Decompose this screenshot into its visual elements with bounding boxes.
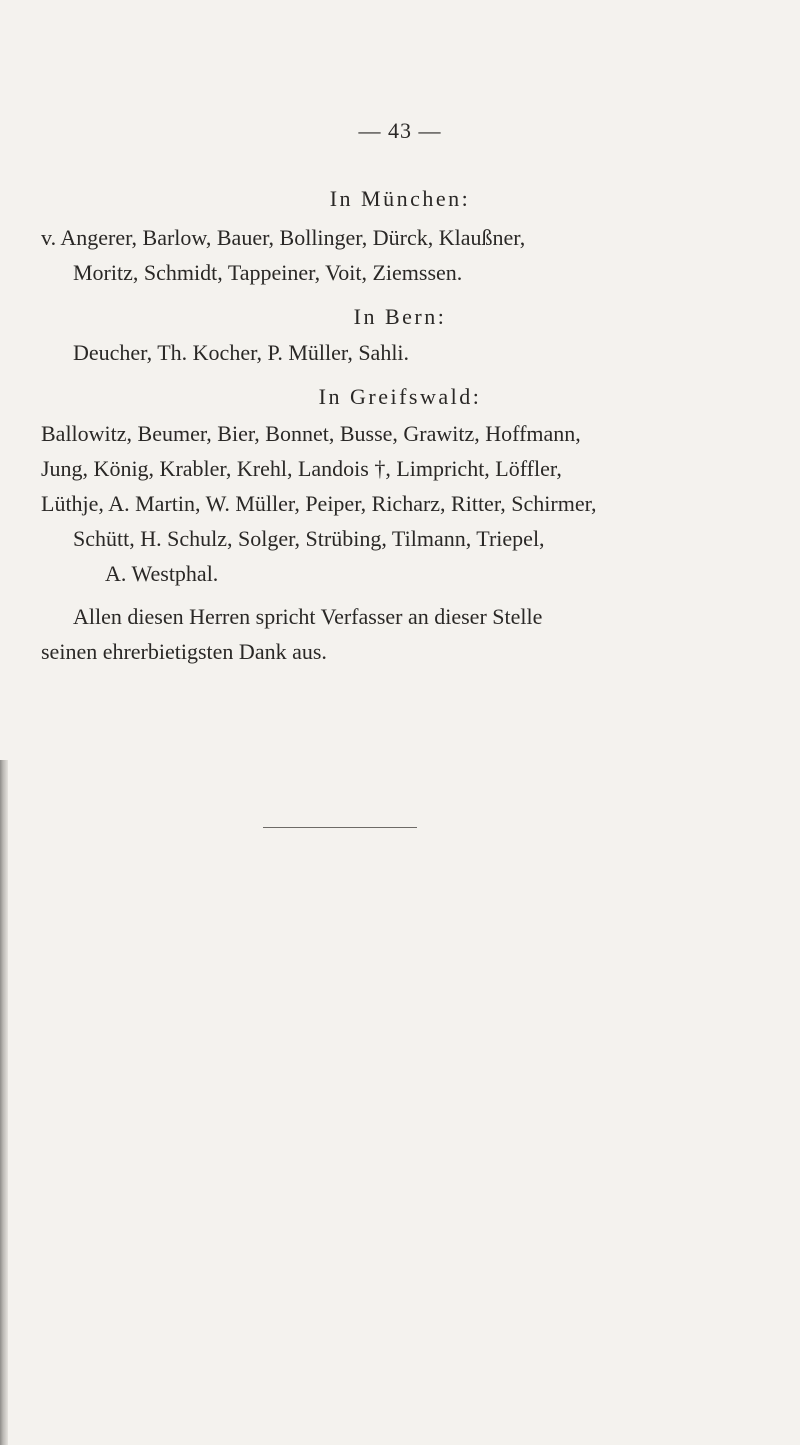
greifswald-names-line-1: Ballowitz, Beumer, Bier, Bonnet, Busse, Grawitz, Hoffmann, xyxy=(41,421,581,446)
closing-line-1: Allen diesen Herren spricht Verfasser an dieser Stelle xyxy=(73,604,543,629)
greifswald-names-line-4: Schütt, H. Schulz, Solger, Strübing, Tilmann, Triepel, xyxy=(73,526,545,551)
closing-line-2: seinen ehrerbietigsten Dank aus. xyxy=(41,639,327,664)
binding-edge-shadow xyxy=(0,760,8,1445)
page-number: — 43 — xyxy=(358,118,442,143)
greifswald-names-line-5: A. Westphal. xyxy=(105,561,219,586)
bern-names-line-1: Deucher, Th. Kocher, P. Müller, Sahli. xyxy=(73,340,410,365)
end-rule xyxy=(263,827,417,828)
muenchen-names-line-2: Moritz, Schmidt, Tappeiner, Voit, Ziemssen. xyxy=(73,260,463,285)
heading-greifswald: In Greifswald: xyxy=(318,384,482,409)
greifswald-names-line-2: Jung, König, Krabler, Krehl, Landois †, Limpricht, Löffler, xyxy=(41,456,562,481)
greifswald-names-line-3: Lüthje, A. Martin, W. Müller, Peiper, Richarz, Ritter, Schirmer, xyxy=(41,491,597,516)
heading-muenchen: In München: xyxy=(329,186,471,211)
heading-bern: In Bern: xyxy=(353,304,447,329)
muenchen-names-line-1: v. Angerer, Barlow, Bauer, Bollinger, Dürck, Klaußner, xyxy=(41,225,526,250)
